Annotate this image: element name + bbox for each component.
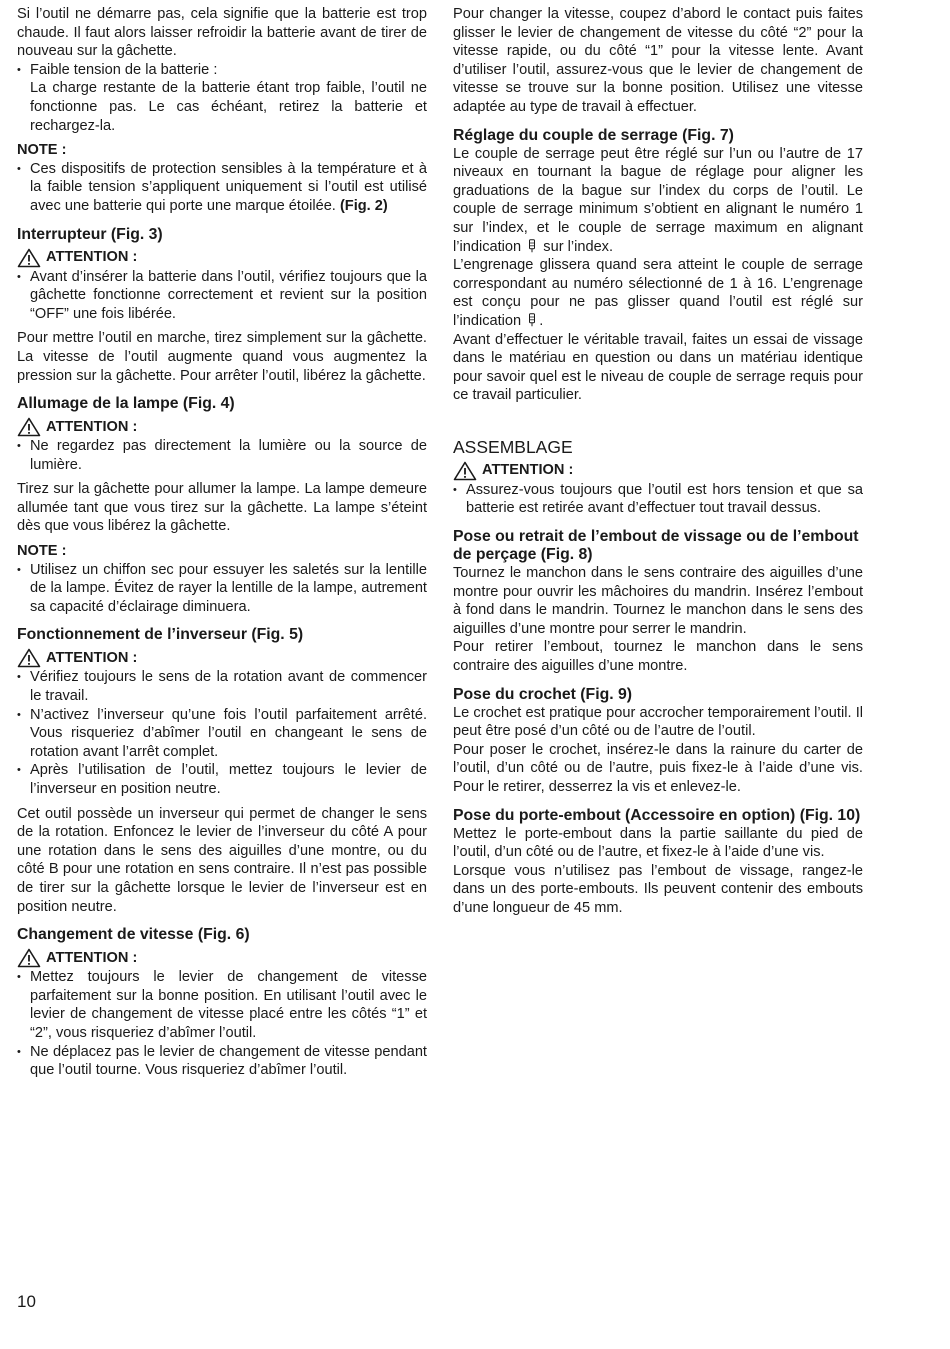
- heading-vitesse: Changement de vitesse (Fig. 6): [17, 926, 250, 944]
- bullet: • Assurez-vous toujours que l’outil est hors tension et que sa batterie est retirée avant d’effectuer tout travail dessus.: [453, 481, 863, 518]
- heading-inverseur: Fonctionnement de l’inverseur (Fig. 5): [17, 626, 304, 644]
- bullet: • Ne déplacez pas le levier de changement de vitesse pendant que l’outil tourne. Vous risqueriez d’abîmer l’outil.: [17, 1043, 427, 1080]
- paragraph: Avant d’effectuer le véritable travail, faites un essai de vissage dans le matériau en question ou dans un matériau identique pour savoir quel est le niveau de couple de serrage requis pour ce travail particulier.: [453, 331, 863, 404]
- warning-triangle-icon: [17, 948, 41, 968]
- bullet: • N’activez l’inverseur qu’une fois l’outil parfaitement arrêté. Vous risqueriez d’abîmer l’outil en changeant le sens de rotation avant l’arrêt complet.: [17, 706, 427, 762]
- paragraph: [453, 256, 863, 330]
- note-bullet: [17, 160, 427, 216]
- bullet-low-voltage: [17, 61, 427, 135]
- paragraph: Le crochet est pratique pour accrocher temporairement l’outil. Il peut être posé d’un côté ou de l’autre de l’outil.: [453, 704, 863, 740]
- paragraph: Mettez le porte-embout dans la partie saillante du pied de l’outil, d’un côté ou de l’autre, et fixez-le à l’aide d’une vis.: [453, 825, 863, 861]
- paragraph: Si l’outil ne démarre pas, cela signifie que la batterie est trop chaude. Il faut alors laisser refroidir la batterie avant de tirer de nouveau sur la gâchette.: [17, 6, 427, 60]
- attention-label: [17, 417, 427, 437]
- paragraph: Tournez le manchon dans le sens contraire des aiguilles d’une montre pour ouvrir les mâchoires du mandrin. Insérez l’embout à fond dans le mandrin. Tournez le manchon dans le sens des aiguilles d’une montre pour serrer le mandrin.: [453, 565, 863, 637]
- bullet-title: • Faible tension de la batterie :: [30, 61, 218, 78]
- text-span: .: [539, 312, 544, 329]
- heading-assemblage: ASSEMBLAGE: [453, 436, 573, 457]
- paragraph: Pour mettre l’outil en marche, tirez simplement sur la gâchette. La vitesse de l’outil augmente quand vous augmentez la pression sur la gâchette. Pour arrêter l’outil, libérez la gâchette.: [17, 330, 427, 384]
- note-text: Ces dispositifs de protection sensibles à la température et à la faible tension s’appliquent uniquement si l’outil est utilisé avec une batterie qui porte une marque étoilée.: [30, 160, 427, 214]
- bullet: • Ne regardez pas directement la lumière ou la source de lumière.: [17, 437, 427, 474]
- warning-triangle-icon: [17, 417, 41, 437]
- fig-ref: (Fig. 2): [339, 197, 388, 214]
- attention-label: [453, 461, 863, 481]
- right-column: [453, 5, 863, 918]
- bullet: • Mettez toujours le levier de changement de vitesse parfaitement sur la bonne position. En utilisant l’outil avec le levier de changement de vitesse placé entre les côtés “1” et “2”, vous risqueriez d’abîmer l’outil.: [17, 968, 427, 1042]
- paragraph: Pour retirer l’embout, tournez le manchon dans le sens contraire des aiguilles d’une montre.: [453, 639, 863, 675]
- warning-triangle-icon: [17, 248, 41, 268]
- heading-lampe: Allumage de la lampe (Fig. 4): [17, 395, 235, 413]
- warning-triangle-icon: [17, 648, 41, 668]
- paragraph: Lorsque vous n’utilisez pas l’embout de vissage, rangez-le dans un des porte-embouts. Ils peuvent contenir des embouts d’une longueur de 45 mm.: [453, 862, 863, 916]
- page-number: 10: [17, 1292, 36, 1311]
- drill-mode-icon: [528, 313, 536, 327]
- bullet: • Après l’utilisation de l’outil, mettez toujours le levier de l’inverseur en position neutre.: [17, 761, 427, 798]
- attention-text: ATTENTION :: [46, 249, 138, 266]
- bullet: • Vérifiez toujours le sens de la rotation avant de commencer le travail.: [17, 668, 427, 705]
- paragraph: Pour changer la vitesse, coupez d’abord le contact puis faites glisser le levier de changement de vitesse du côté “2” pour la vitesse rapide, ou du côté “1” pour la vitesse lente. Avant d’utiliser l’outil, assurez-vous que le levier de changement de vitesse se trouve sur la bonne position. Utilisez une vitesse adaptée au type de travail à effectuer.: [453, 6, 863, 115]
- heading-embout: Pose ou retrait de l’embout de vissage ou de l’embout de perçage (Fig. 8): [453, 528, 859, 564]
- paragraph: Tirez sur la gâchette pour allumer la lampe. La lampe demeure allumée tant que vous tirez sur la gâchette. La lampe s’éteint dès que vous libérez la gâchette.: [17, 481, 427, 535]
- paragraph: [453, 145, 863, 257]
- attention-label: [17, 248, 427, 268]
- warning-triangle-icon: [453, 461, 477, 481]
- bullet: • Avant d’insérer la batterie dans l’outil, vérifiez toujours que la gâchette fonctionne correctement et revient sur la position “OFF” une fois libérée.: [17, 268, 427, 324]
- heading-porte-embout: Pose du porte-embout (Accessoire en option) (Fig. 10): [453, 806, 861, 824]
- text-span: Le couple de serrage peut être réglé sur l’un ou l’autre de 17 niveaux en tournant la bague de réglage pour aligner les graduations de la bague sur l’index du corps de l’outil. Le couple de serrage minimum s’obtient en alignant le numéro 1 sur l’index, et le couple de serrage maximum en alignant l’indication: [453, 145, 863, 255]
- note-bullet: • Utilisez un chiffon sec pour essuyer les saletés sur la lentille de la lampe. Évitez de rayer la lentille de la lampe, autrement sa capacité d’éclairage diminuera.: [17, 561, 427, 617]
- text-span: sur l’index.: [543, 238, 614, 255]
- attention-text: ATTENTION :: [46, 649, 138, 666]
- note-label: NOTE :: [17, 543, 67, 560]
- bullet-body: La charge restante de la batterie étant trop faible, l’outil ne fonctionne pas. Le cas échéant, retirez la batterie et rechargez-la.: [30, 80, 427, 134]
- note-label: NOTE :: [17, 142, 67, 159]
- heading-couple: Réglage du couple de serrage (Fig. 7): [453, 126, 734, 144]
- attention-text: ATTENTION :: [482, 462, 574, 479]
- attention-label: [17, 948, 427, 968]
- left-column: [17, 5, 427, 1080]
- drill-mode-icon: [528, 239, 536, 253]
- text-span: L’engrenage glissera quand sera atteint le couple de serrage correspondant au numéro sélectionné de 1 à 16. L’engrenage est conçu pour ne pas glisser quand l’outil est réglé sur l’indication: [453, 257, 863, 329]
- heading-crochet: Pose du crochet (Fig. 9): [453, 685, 633, 703]
- paragraph: Pour poser le crochet, insérez-le dans la rainure du carter de l’outil, d’un côté ou de l’autre, puis fixez-le à l’aide d’une vis. Pour le retirer, desserrez la vis et enlevez-le.: [453, 741, 863, 795]
- attention-text: ATTENTION :: [46, 418, 138, 435]
- attention-label: [17, 648, 427, 668]
- paragraph: Cet outil possède un inverseur qui permet de changer le sens de la rotation. Enfoncez le levier de l’inverseur du côté A pour une rotation dans le sens des aiguilles d’une montre, ou du côté B pour une rotation en sens contraire. Il n’est pas possible de tirer sur la gâchette lorsque le levier de l’inverseur est en position neutre.: [17, 805, 427, 915]
- heading-interrupteur: Interrupteur (Fig. 3): [17, 225, 163, 243]
- attention-text: ATTENTION :: [46, 949, 138, 966]
